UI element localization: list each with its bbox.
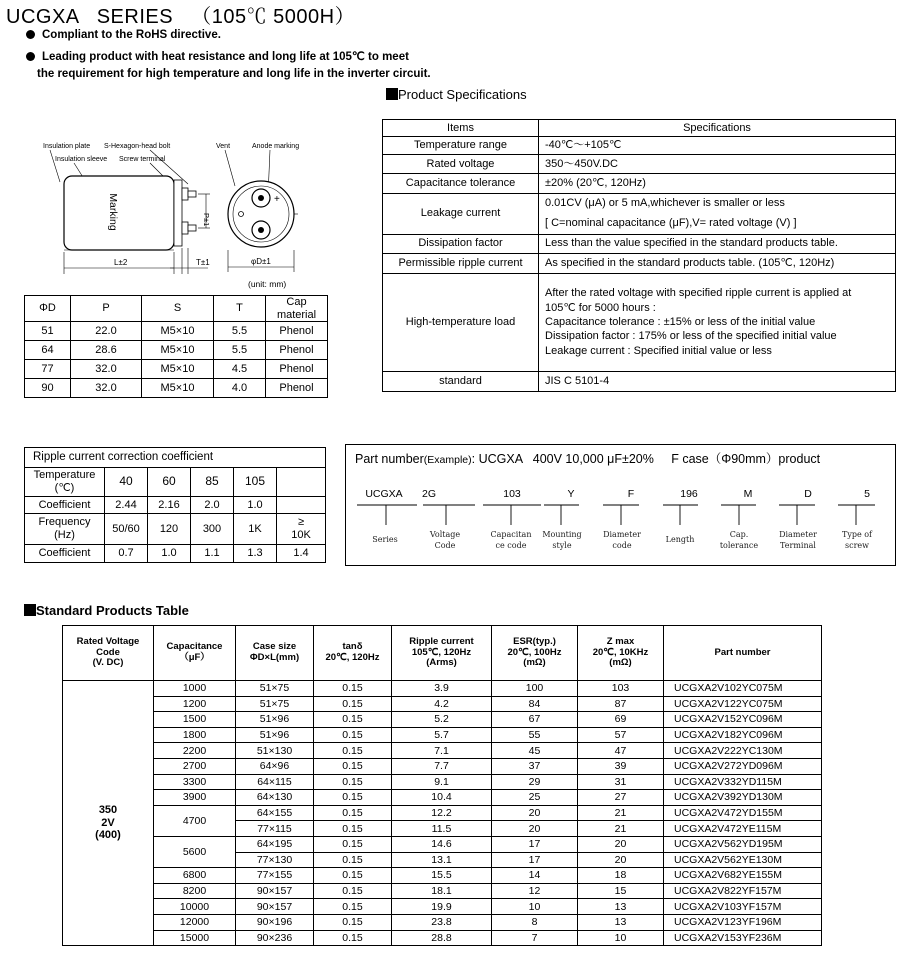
tan-delta-cell: 0.15 xyxy=(314,883,392,899)
table-cell: M5×10 xyxy=(142,341,214,360)
table-cell: ≥ 10K xyxy=(277,514,326,545)
ripple-current-cell: 15.5 xyxy=(392,868,492,884)
spec-item: Rated voltage xyxy=(383,155,539,174)
esr-cell: 7 xyxy=(492,930,578,946)
ripple-current-cell: 4.2 xyxy=(392,696,492,712)
table-cell: 120 xyxy=(148,514,191,545)
table-cell: 51 xyxy=(25,322,71,341)
spec-item: Capacitance tolerance xyxy=(383,174,539,194)
table-cell: M5×10 xyxy=(142,379,214,398)
case-size-cell: 51×96 xyxy=(236,727,314,743)
z-max-cell: 39 xyxy=(578,758,664,774)
label-screw-terminal: Screw terminal xyxy=(119,156,166,163)
case-size-cell: 51×130 xyxy=(236,743,314,759)
tan-delta-cell: 0.15 xyxy=(314,743,392,759)
table-cell xyxy=(277,468,326,497)
header-S: S xyxy=(142,296,214,322)
spec-value: 0.01CV (μA) or 5 mA,whichever is smaller or less [ C=nominal capacitance (μF),V= rated voltage (V) ] xyxy=(539,194,896,235)
z-max-cell: 18 xyxy=(578,868,664,884)
z-max-cell: 69 xyxy=(578,712,664,728)
table-row xyxy=(25,379,328,398)
esr-cell: 10 xyxy=(492,899,578,915)
tan-delta-cell: 0.15 xyxy=(314,852,392,868)
table-header-row xyxy=(383,120,896,137)
ripple-current-cell: 18.1 xyxy=(392,883,492,899)
case-size-cell: 51×75 xyxy=(236,681,314,697)
square-bullet-icon xyxy=(24,604,36,616)
case-size-cell: 90×157 xyxy=(236,899,314,915)
ripple-title: Ripple current correction coefficient xyxy=(25,448,326,468)
esr-cell: 29 xyxy=(492,774,578,790)
table-row xyxy=(25,545,326,563)
label-L: L±2 xyxy=(114,258,128,267)
header-P: P xyxy=(71,296,142,322)
header-rated-voltage: Rated Voltage Code (V. DC) xyxy=(63,626,154,681)
part-number-cell: UCGXA2V222YC130M xyxy=(664,743,822,759)
table-cell: 5.5 xyxy=(214,322,266,341)
label-marking: Marking xyxy=(107,193,119,231)
table-cell: 28.6 xyxy=(71,341,142,360)
tan-delta-cell: 0.15 xyxy=(314,868,392,884)
product-specs-table xyxy=(382,119,896,392)
esr-cell: 37 xyxy=(492,758,578,774)
header-diameter: ΦD xyxy=(25,296,71,322)
spec-value: As specified in the standard products table. (105℃, 120Hz) xyxy=(539,253,896,273)
table-cell: 1.3 xyxy=(234,545,277,563)
bullet-dot-icon xyxy=(26,52,35,61)
tan-delta-cell: 0.15 xyxy=(314,712,392,728)
capacitance-cell: 2700 xyxy=(154,758,236,774)
table-row xyxy=(63,868,822,884)
table-cell: 1.0 xyxy=(148,545,191,563)
table-row xyxy=(63,727,822,743)
spec-item: High-temperature load xyxy=(383,273,539,371)
table-row xyxy=(63,758,822,774)
coefficient-label: Coefficient xyxy=(25,497,105,514)
tan-delta-cell: 0.15 xyxy=(314,727,392,743)
capacitance-cell: 1000 xyxy=(154,681,236,697)
esr-cell: 20 xyxy=(492,805,578,821)
capacitance-cell: 1800 xyxy=(154,727,236,743)
table-row xyxy=(383,174,896,194)
case-size-cell: 64×96 xyxy=(236,758,314,774)
standard-products-heading: Standard Products Table xyxy=(24,603,189,618)
page-title: UCGXA SERIES （105℃ 5000H） xyxy=(6,6,356,28)
part-number-cell: UCGXA2V103YF157M xyxy=(664,899,822,915)
spec-value: ±20% (20℃, 120Hz) xyxy=(539,174,896,194)
table-row xyxy=(383,234,896,253)
table-cell: 32.0 xyxy=(71,379,142,398)
table-cell xyxy=(277,497,326,514)
capacitance-cell: 3300 xyxy=(154,774,236,790)
header-ripple-current: Ripple current 105℃, 120Hz (Arms) xyxy=(392,626,492,681)
standard-products-table xyxy=(62,625,822,946)
tan-delta-cell: 0.15 xyxy=(314,821,392,837)
part-number-cell: UCGXA2V562YD195M xyxy=(664,836,822,852)
table-row xyxy=(25,468,326,497)
capacitance-cell: 6800 xyxy=(154,868,236,884)
z-max-cell: 15 xyxy=(578,883,664,899)
case-size-cell: 90×236 xyxy=(236,930,314,946)
pn-code-diameter: F xyxy=(627,488,635,500)
part-number-cell: UCGXA2V153YF236M xyxy=(664,930,822,946)
ripple-current-cell: 11.5 xyxy=(392,821,492,837)
pn-desc-capacitance: Capacitan ce code xyxy=(490,530,532,550)
ripple-current-cell: 12.2 xyxy=(392,805,492,821)
esr-cell: 67 xyxy=(492,712,578,728)
table-row xyxy=(63,836,822,852)
pn-code-screw: 5 xyxy=(864,488,870,500)
label-insulation-sleeve: Insulation sleeve xyxy=(55,156,108,163)
header-specifications: Specifications xyxy=(539,120,896,137)
table-cell: 1.1 xyxy=(191,545,234,563)
z-max-cell: 20 xyxy=(578,852,664,868)
table-row xyxy=(63,883,822,899)
table-cell: M5×10 xyxy=(142,360,214,379)
label-anode-marking: Anode marking xyxy=(252,143,300,150)
z-max-cell: 13 xyxy=(578,914,664,930)
capacitance-cell: 8200 xyxy=(154,883,236,899)
spec-item: standard xyxy=(383,371,539,391)
ripple-current-cell: 9.1 xyxy=(392,774,492,790)
z-max-cell: 31 xyxy=(578,774,664,790)
capacitance-cell: 12000 xyxy=(154,914,236,930)
table-row xyxy=(25,514,326,545)
table-row xyxy=(383,371,896,391)
table-cell: 64 xyxy=(25,341,71,360)
pn-code-terminal: D xyxy=(804,488,812,500)
label-insulation-plate: Insulation plate xyxy=(43,143,91,150)
label-unit: (unit: mm) xyxy=(248,279,287,289)
table-row xyxy=(63,790,822,806)
table-header-row xyxy=(25,448,326,468)
case-size-cell: 77×155 xyxy=(236,868,314,884)
z-max-cell: 87 xyxy=(578,696,664,712)
capacitance-cell: 5600 xyxy=(154,836,236,867)
table-cell: 90 xyxy=(25,379,71,398)
z-max-cell: 10 xyxy=(578,930,664,946)
esr-cell: 25 xyxy=(492,790,578,806)
tan-delta-cell: 0.15 xyxy=(314,930,392,946)
capacitance-cell: 1500 xyxy=(154,712,236,728)
capacitance-cell: 15000 xyxy=(154,930,236,946)
table-header-row xyxy=(25,296,328,322)
part-number-cell: UCGXA2V182YC096M xyxy=(664,727,822,743)
table-row xyxy=(63,805,822,821)
case-size-cell: 90×157 xyxy=(236,883,314,899)
part-number-cell: UCGXA2V682YE155M xyxy=(664,868,822,884)
part-number-cell: UCGXA2V472YD155M xyxy=(664,805,822,821)
part-number-cell: UCGXA2V562YE130M xyxy=(664,852,822,868)
rated-voltage-group: 350 2V (400) xyxy=(63,681,154,946)
header-part-number: Part number xyxy=(664,626,822,681)
spec-value: 350～450V.DC xyxy=(539,155,896,174)
table-row xyxy=(383,155,896,174)
pn-desc-series: Series xyxy=(372,535,398,544)
header-capacitance: Capacitance （μF） xyxy=(154,626,236,681)
ripple-current-cell: 5.2 xyxy=(392,712,492,728)
bullet-heat: Leading product with heat resistance and long life at 105℃ to meet xyxy=(26,49,409,63)
table-row xyxy=(63,712,822,728)
header-T: T xyxy=(214,296,266,322)
header-z-max: Z max 20℃, 10KHz (mΩ) xyxy=(578,626,664,681)
ripple-correction-table xyxy=(24,447,326,563)
case-size-cell: 64×195 xyxy=(236,836,314,852)
esr-cell: 100 xyxy=(492,681,578,697)
table-cell: 32.0 xyxy=(71,360,142,379)
capacitance-cell: 1200 xyxy=(154,696,236,712)
table-row xyxy=(63,743,822,759)
esr-cell: 20 xyxy=(492,821,578,837)
tan-delta-cell: 0.15 xyxy=(314,774,392,790)
z-max-cell: 57 xyxy=(578,727,664,743)
plus-icon: + xyxy=(274,194,280,205)
bullet-dot-icon xyxy=(26,30,35,39)
case-size-cell: 90×196 xyxy=(236,914,314,930)
esr-cell: 8 xyxy=(492,914,578,930)
table-row xyxy=(25,497,326,514)
esr-cell: 55 xyxy=(492,727,578,743)
table-cell: 105 xyxy=(234,468,277,497)
table-cell: Phenol xyxy=(266,379,328,398)
ripple-current-cell: 28.8 xyxy=(392,930,492,946)
part-number-cell: UCGXA2V272YD096M xyxy=(664,758,822,774)
spec-item: Temperature range xyxy=(383,137,539,155)
table-row xyxy=(63,899,822,915)
spec-value: JIS C 5101-4 xyxy=(539,371,896,391)
part-number-cell: UCGXA2V332YD115M xyxy=(664,774,822,790)
header-tan-delta: tanδ 20℃, 120Hz xyxy=(314,626,392,681)
z-max-cell: 47 xyxy=(578,743,664,759)
header-items: Items xyxy=(383,120,539,137)
tan-delta-cell: 0.15 xyxy=(314,805,392,821)
z-max-cell: 27 xyxy=(578,790,664,806)
table-row xyxy=(25,322,328,341)
case-size-cell: 64×130 xyxy=(236,790,314,806)
esr-cell: 17 xyxy=(492,852,578,868)
table-cell: 60 xyxy=(148,468,191,497)
z-max-cell: 20 xyxy=(578,836,664,852)
bullet-rohs: Compliant to the RoHS directive. xyxy=(26,29,221,41)
table-cell: 1K xyxy=(234,514,277,545)
pn-code-length: 196 xyxy=(680,488,698,500)
spec-item: Dissipation factor xyxy=(383,234,539,253)
tan-delta-cell: 0.15 xyxy=(314,790,392,806)
coefficient-label: Coefficient xyxy=(25,545,105,563)
table-cell: 2.0 xyxy=(191,497,234,514)
case-size-cell: 77×130 xyxy=(236,852,314,868)
ripple-current-cell: 19.9 xyxy=(392,899,492,915)
header-cap-material: Cap material xyxy=(266,296,328,322)
pn-brackets xyxy=(345,500,895,530)
table-cell: 2.44 xyxy=(105,497,148,514)
esr-cell: 17 xyxy=(492,836,578,852)
product-specs-heading: Product Specifications xyxy=(386,87,527,102)
pn-desc-length: Length xyxy=(665,535,695,544)
part-number-cell: UCGXA2V102YC075M xyxy=(664,681,822,697)
table-cell: 4.5 xyxy=(214,360,266,379)
table-cell: 40 xyxy=(105,468,148,497)
table-cell: 22.0 xyxy=(71,322,142,341)
part-number-cell: UCGXA2V472YE115M xyxy=(664,821,822,837)
table-cell: 0.7 xyxy=(105,545,148,563)
part-number-cell: UCGXA2V152YC096M xyxy=(664,712,822,728)
tan-delta-cell: 0.15 xyxy=(314,914,392,930)
pn-desc-terminal: Diameter Terminal xyxy=(779,530,817,550)
table-row xyxy=(63,681,822,697)
case-size-cell: 77×115 xyxy=(236,821,314,837)
table-row xyxy=(383,194,896,235)
table-row xyxy=(383,253,896,273)
table-row xyxy=(25,360,328,379)
esr-cell: 12 xyxy=(492,883,578,899)
square-bullet-icon xyxy=(386,88,398,100)
pn-desc-diameter: Diameter code xyxy=(603,530,641,550)
part-number-cell: UCGXA2V822YF157M xyxy=(664,883,822,899)
table-row xyxy=(383,137,896,155)
pn-code-mounting: Y xyxy=(567,488,575,500)
pn-code-capacitance: 103 xyxy=(503,488,521,500)
spec-value: -40℃～+105℃ xyxy=(539,137,896,155)
case-size-cell: 64×115 xyxy=(236,774,314,790)
header-esr: ESR(typ.) 20℃, 100Hz (mΩ) xyxy=(492,626,578,681)
capacitor-diagram xyxy=(30,134,350,294)
table-row xyxy=(63,930,822,946)
tan-delta-cell: 0.15 xyxy=(314,681,392,697)
capacitance-cell: 3900 xyxy=(154,790,236,806)
frequency-label: Frequency (Hz) xyxy=(25,514,105,545)
table-row xyxy=(63,774,822,790)
table-header-row xyxy=(63,626,822,681)
pn-code-series: UCGXA xyxy=(365,488,403,500)
table-row xyxy=(25,341,328,360)
case-size-cell: 51×75 xyxy=(236,696,314,712)
pn-desc-tolerance: Cap. tolerance xyxy=(719,530,759,550)
part-number-cell: UCGXA2V122YC075M xyxy=(664,696,822,712)
ripple-current-cell: 3.9 xyxy=(392,681,492,697)
table-cell: 5.5 xyxy=(214,341,266,360)
label-hex-bolt: S-Hexagon-head bolt xyxy=(104,143,171,150)
table-cell: 1.4 xyxy=(277,545,326,563)
label-T: T±1 xyxy=(196,258,210,267)
table-row xyxy=(383,273,896,371)
part-number-example-title: Part number(Example): UCGXA 400V 10,000 μF±20% F case（Φ90mm）product xyxy=(355,452,821,466)
z-max-cell: 103 xyxy=(578,681,664,697)
pn-code-voltage: 2G xyxy=(421,488,436,500)
pn-desc-screw: Type of screw xyxy=(841,530,873,550)
table-row xyxy=(63,914,822,930)
esr-cell: 14 xyxy=(492,868,578,884)
capacitance-cell: 10000 xyxy=(154,899,236,915)
capacitance-cell: 4700 xyxy=(154,805,236,836)
ripple-current-cell: 14.6 xyxy=(392,836,492,852)
label-P: P±1 xyxy=(202,213,211,227)
temperature-label: Temperature (℃) xyxy=(25,468,105,497)
ripple-current-cell: 10.4 xyxy=(392,790,492,806)
table-cell: M5×10 xyxy=(142,322,214,341)
ripple-current-cell: 7.1 xyxy=(392,743,492,759)
spec-value: Less than the value specified in the standard products table. xyxy=(539,234,896,253)
table-cell: 300 xyxy=(191,514,234,545)
dimensions-table xyxy=(24,295,328,398)
ripple-current-cell: 7.7 xyxy=(392,758,492,774)
table-cell: Phenol xyxy=(266,341,328,360)
table-cell: 77 xyxy=(25,360,71,379)
capacitance-cell: 2200 xyxy=(154,743,236,759)
tan-delta-cell: 0.15 xyxy=(314,899,392,915)
pn-desc-voltage: Voltage Code xyxy=(429,530,461,550)
ripple-current-cell: 13.1 xyxy=(392,852,492,868)
case-size-cell: 64×155 xyxy=(236,805,314,821)
label-D: φD±1 xyxy=(251,257,271,266)
table-cell: Phenol xyxy=(266,360,328,379)
bullet-heat-cont: the requirement for high temperature and long life in the inverter circuit. xyxy=(37,68,431,80)
table-cell: 2.16 xyxy=(148,497,191,514)
part-number-cell: UCGXA2V123YF196M xyxy=(664,914,822,930)
spec-value: After the rated voltage with specified ripple current is applied at 105℃ for 5000 hours : Capacitance tolerance : ±15% or less of the initial value Dissipation factor : 175% or less of the specified initial value Leakage current : Specified initial value or less xyxy=(539,273,896,371)
spec-item: Permissible ripple current xyxy=(383,253,539,273)
table-cell: 4.0 xyxy=(214,379,266,398)
table-cell: Phenol xyxy=(266,322,328,341)
z-max-cell: 21 xyxy=(578,821,664,837)
part-number-cell: UCGXA2V392YD130M xyxy=(664,790,822,806)
spec-item: Leakage current xyxy=(383,194,539,235)
esr-cell: 45 xyxy=(492,743,578,759)
header-case-size: Case size ΦD×L(mm) xyxy=(236,626,314,681)
tan-delta-cell: 0.15 xyxy=(314,836,392,852)
ripple-current-cell: 23.8 xyxy=(392,914,492,930)
standard-products-body xyxy=(63,681,822,946)
pn-desc-mounting: Mounting style xyxy=(542,530,582,550)
esr-cell: 84 xyxy=(492,696,578,712)
z-max-cell: 13 xyxy=(578,899,664,915)
table-cell: 85 xyxy=(191,468,234,497)
z-max-cell: 21 xyxy=(578,805,664,821)
label-vent: Vent xyxy=(216,143,231,150)
pn-code-tolerance: M xyxy=(743,488,753,500)
tan-delta-cell: 0.15 xyxy=(314,696,392,712)
table-cell: 50/60 xyxy=(105,514,148,545)
table-row xyxy=(63,696,822,712)
table-cell: 1.0 xyxy=(234,497,277,514)
case-size-cell: 51×96 xyxy=(236,712,314,728)
tan-delta-cell: 0.15 xyxy=(314,758,392,774)
ripple-current-cell: 5.7 xyxy=(392,727,492,743)
